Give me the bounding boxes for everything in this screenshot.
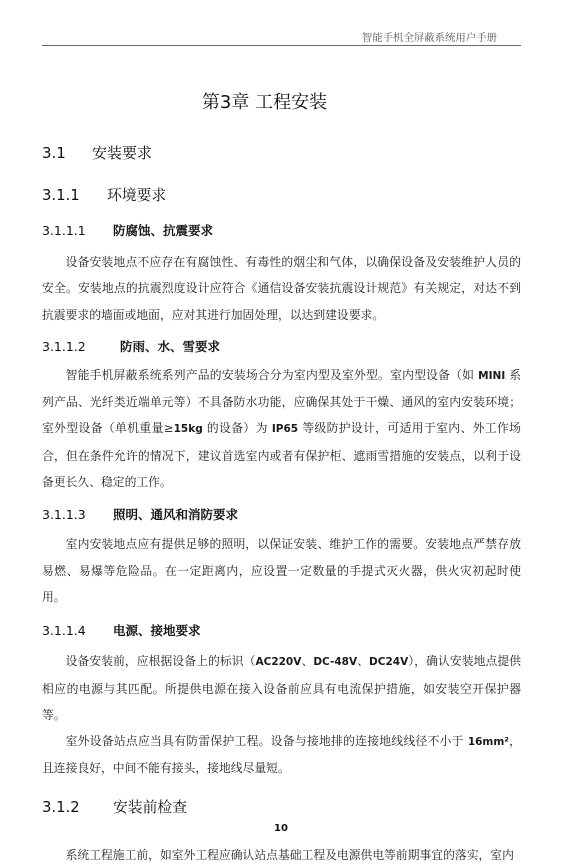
heading-number: 3.1 bbox=[42, 144, 66, 162]
requirement-heading-3-1-1-1 bbox=[42, 221, 521, 241]
heading-number: 3.1.1.3 bbox=[42, 507, 86, 523]
heading-number: 3.1.1 bbox=[42, 187, 80, 204]
paragraph-lighting-ventilation-fire: 室内安装地点应有提供足够的照明，以保证安装、维护工作的需要。安装地点严禁存放易燃、易爆等危险品。在一定距离内，应设置一定数量的手提式灭火器，供火灾初起时使用。 bbox=[42, 537, 521, 604]
chapter-title: 第3章 工程安装 bbox=[201, 92, 328, 113]
paragraph-power-supply: 设备安装前，应根据设备上的标识（AC220V、DC-48V、DC24V），确认安装地点提供相应的电源与其匹配。所提供电源在接入设备前应具有电流保护措施，如安装空开保护器等。 bbox=[42, 654, 521, 722]
header-rule bbox=[42, 45, 521, 46]
heading-number: 3.1.2 bbox=[42, 798, 80, 816]
heading-title: 防腐蚀、抗震要求 bbox=[113, 223, 214, 238]
heading-title: 安装前检查 bbox=[113, 798, 187, 816]
heading-number: 3.1.1.4 bbox=[42, 623, 86, 639]
requirement-heading-3-1-1-4 bbox=[42, 621, 521, 641]
heading-title: 电源、接地要求 bbox=[113, 623, 201, 639]
latin-term: 16mm² bbox=[467, 736, 509, 749]
section-heading-3-1 bbox=[42, 141, 521, 165]
latin-term: MINI bbox=[478, 369, 506, 382]
paragraph-corrosion-seismic: 设备安装地点不应存在有腐蚀性、有毒性的烟尘和气体，以确保设备及安装维护人员的安全。安装地点的抗震烈度设计应符合《通信设备安装抗震设计规范》有关规定，对达不到抗震要求的墙面或地面，应对其进行加固处理，以达到建设要求。 bbox=[42, 255, 521, 322]
latin-term: AC220V bbox=[255, 656, 302, 669]
running-header: 智能手机全屏蔽系统用户手册 bbox=[361, 32, 497, 44]
paragraph-grounding: 室外设备站点应当具有防雷保护工程。设备与接地排的连接地线线径不小于 16mm²，且连接良好，中间不能有接头，接地线尽量短。 bbox=[42, 734, 521, 776]
latin-term: DC-48V bbox=[313, 656, 358, 669]
latin-term: 15kg bbox=[173, 423, 203, 436]
subsection-heading-3-1-2 bbox=[42, 797, 521, 819]
paragraph-rain-water-snow: 智能手机屏蔽系统系列产品的安装场合分为室内型及室外型。室内型设备（如 MINI 系列产品、光纤类近端单元等）不具备防水功能，应确保其处于干燥、通风的室内安装环境；室外型设备（单机重量≥15kg 的设备）为 IP65 等级防护设计，可适用于室内、外工作场合，但在条件允许的情况下，建议首选室内或者有保护柜、遮雨雪措施的安装点，以利于设备更长久、稳定的工作。 bbox=[42, 367, 522, 490]
heading-title: 照明、通风和消防要求 bbox=[113, 507, 239, 523]
requirement-heading-3-1-1-3 bbox=[42, 505, 521, 525]
latin-term: DC24V bbox=[369, 656, 409, 669]
latin-term: IP65 bbox=[271, 423, 299, 436]
requirement-heading-3-1-1-2 bbox=[42, 337, 521, 357]
heading-number: 3.1.1.1 bbox=[42, 223, 86, 238]
heading-title: 环境要求 bbox=[107, 187, 167, 204]
paragraph-pre-install-check: 系统工程施工前，如室外工程应确认站点基础工程及电源供电等前期事宜的落实，室内 bbox=[65, 847, 514, 862]
document-body bbox=[42, 141, 521, 868]
subsection-heading-3-1-1 bbox=[42, 185, 521, 207]
heading-title: 安装要求 bbox=[92, 144, 153, 162]
heading-title: 防雨、水、雪要求 bbox=[120, 338, 221, 354]
page-number: 10 bbox=[274, 823, 288, 834]
heading-number: 3.1.1.2 bbox=[42, 338, 86, 354]
